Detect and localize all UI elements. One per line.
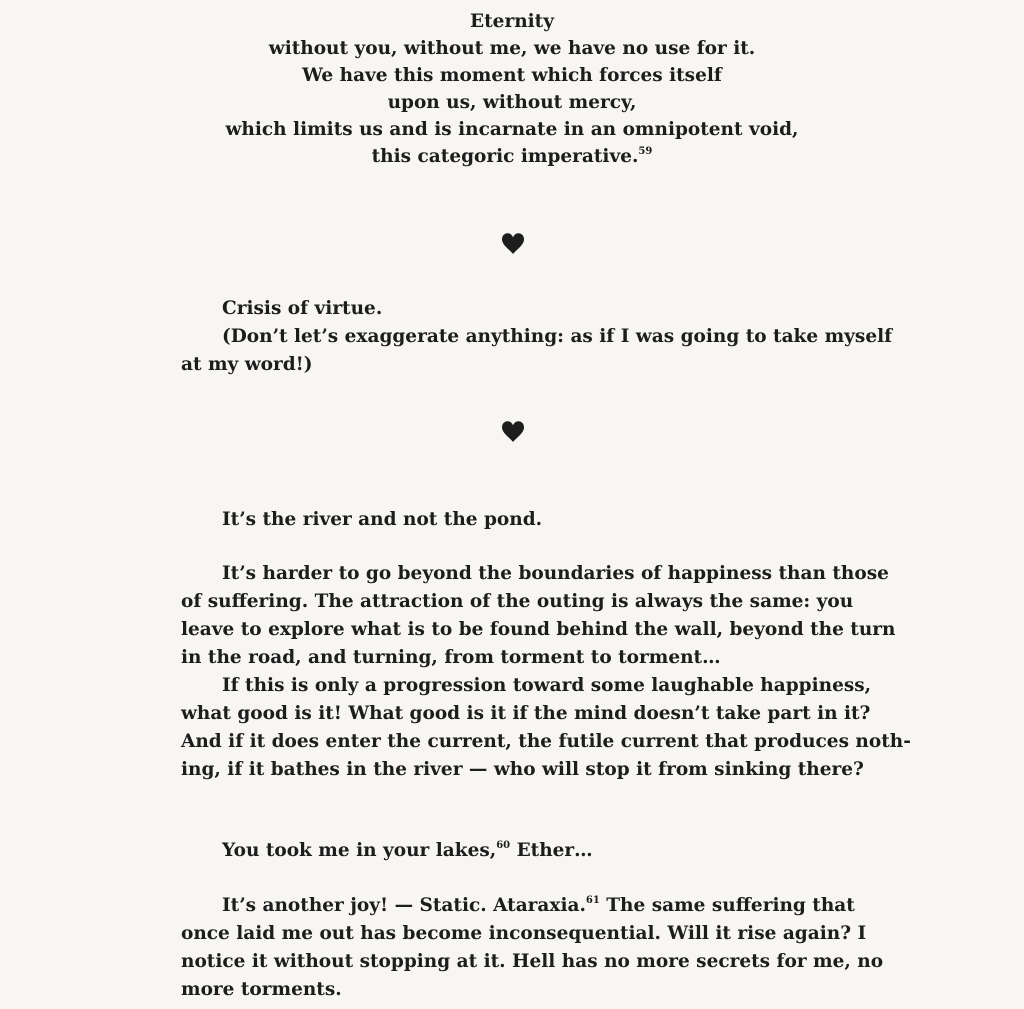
- poem-line-6-text: this categoric imperative.: [371, 146, 639, 167]
- poem-line-1: Eternity: [470, 11, 554, 32]
- lakes-line: [181, 837, 847, 865]
- poem-line-3: We have this moment which forces itself: [302, 65, 722, 86]
- paragraph-line: notice it without stopping at it. Hell has no more secrets for me, no: [181, 951, 884, 972]
- exaggerate-line: (Don’t let’s exaggerate anything: as if I was going to take myself: [222, 326, 893, 347]
- joy-text: It’s another joy! — Static. Ataraxia.: [222, 895, 586, 916]
- poem-line-2: without you, without me, we have no use for it.: [268, 38, 756, 59]
- ether-text: Ether…: [510, 840, 593, 861]
- paragraph-line: If this is only a progression toward some laughable happiness,: [222, 675, 872, 696]
- paragraph-line: It’s harder to go beyond the boundaries of happiness than those: [222, 563, 889, 584]
- river-line: It’s the river and not the pond.: [222, 509, 543, 530]
- footnote-marker-59: 59: [638, 146, 653, 157]
- paragraph-line: what good is it! What good is it if the mind doesn’t take part in it?: [181, 703, 871, 724]
- paragraph-line: more torments.: [181, 979, 342, 1000]
- paragraph-line: And if it does enter the current, the futile current that produces noth-: [181, 731, 911, 752]
- heart-icon: [501, 232, 525, 256]
- poem-line-4: upon us, without mercy,: [387, 92, 637, 113]
- footnote-marker-60: 60: [496, 840, 511, 851]
- paragraph-line: in the road, and turning, from torment to torment…: [181, 647, 721, 668]
- crisis-line: Crisis of virtue.: [222, 298, 383, 319]
- footnote-marker-61: 61: [585, 895, 600, 906]
- paragraph-line: leave to explore what is to be found behind the wall, beyond the turn: [181, 619, 896, 640]
- poem-line-6: [0, 143, 1024, 171]
- paragraph-line: ing, if it bathes in the river — who will stop it from sinking there?: [181, 759, 864, 780]
- joy-line: [181, 892, 855, 920]
- joy-text-rest: The same suffering that: [599, 895, 855, 916]
- paragraph-line: once laid me out has become inconsequential. Will it rise again? I: [181, 923, 867, 944]
- lakes-text: You took me in your lakes,: [222, 840, 497, 861]
- word-line: at my word!): [181, 354, 313, 375]
- poem-line-5: which limits us and is incarnate in an omnipotent void,: [225, 119, 799, 140]
- paragraph-line: of suffering. The attraction of the outing is always the same: you: [181, 591, 854, 612]
- heart-icon: [501, 420, 525, 444]
